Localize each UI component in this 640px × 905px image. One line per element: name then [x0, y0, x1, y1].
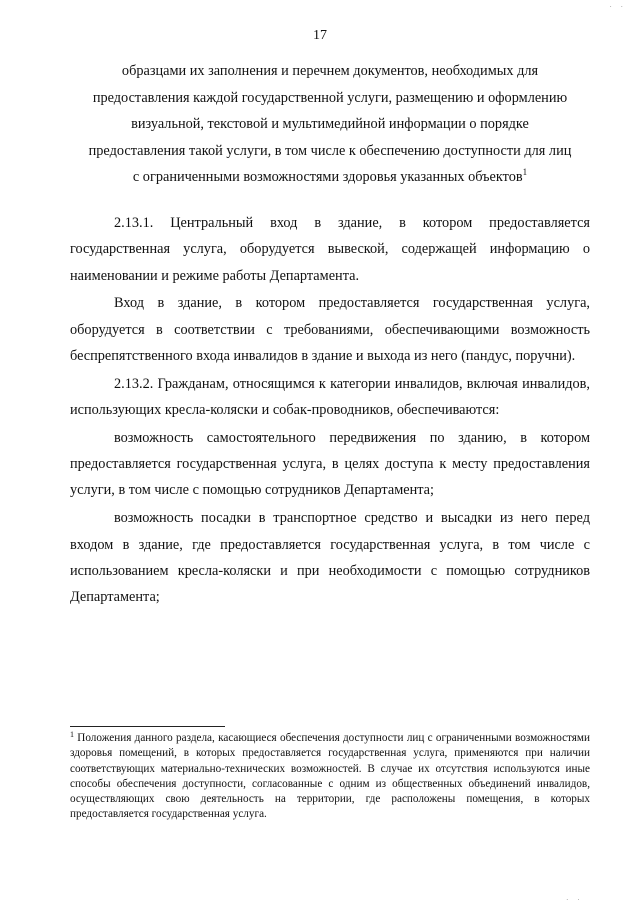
footnote-text: Положения данного раздела, касающиеся обеспечения доступности лиц с ограниченными возможностями здоровья помещений, в которых предоставляется государственная услуга, применяются при наличии соответствующих материально-технических возможностей. В случае их отсутствия используются иные способы обеспечения доступности, согласованные с одним из общественных объединений инвалидов, осуществляющих свою деятельность на территории, где расположены помещения, в которых предоставляется государственная услуга.: [70, 732, 590, 821]
footnote-marker: 1: [70, 730, 74, 739]
scan-mark-top: . .: [609, 0, 626, 9]
heading-line: предоставления каждой государственной услуги, размещению и оформлению: [92, 89, 568, 106]
heading-line: визуальной, текстовой и мультимедийной информации о порядке: [131, 116, 529, 132]
page-number: 17: [313, 28, 327, 43]
paragraph-movement: возможность самостоятельного передвижения по зданию, в котором предоставляется государственная услуга, в целях доступа к месту предоставления услуги, в том числе с помощью сотрудников Департамента;: [70, 429, 590, 499]
footnote-divider: [70, 726, 225, 727]
heading-line-text: с ограниченными возможностями здоровья указанных объектов: [132, 169, 523, 185]
heading-line: предоставления такой услуги, в том числе к обеспечению доступности для лиц: [88, 142, 572, 159]
paragraph-entrance-requirements: Вход в здание, в котором предоставляется государственная услуга, оборудуется в соответствии с требованиями, обеспечивающими возможность беспрепятственного входа инвалидов в здание и выхода из него (пандус, поручни).: [70, 295, 590, 364]
heading-line-last: [70, 164, 590, 191]
footnote-reference[interactable]: 1: [522, 167, 528, 177]
body-text: [70, 210, 590, 612]
paragraph-2-13-1: 2.13.1. Центральный вход в здание, в котором предоставляется государственная услуга, оборудуется вывеской, содержащей информацию о наименовании и режиме работы Департамента.: [70, 215, 590, 284]
heading-line: образцами их заполнения и перечнем документов, необходимых для: [121, 63, 539, 79]
section-heading: [70, 58, 590, 191]
paragraph-transport: возможность посадки в транспортное средство и высадки из него перед входом в здание, где предоставляется государственная услуга, в том числе с использованием кресла-коляски и при необходимости с помощью сотрудников Департамента;: [70, 510, 590, 606]
footnote: [70, 731, 590, 823]
paragraph-2-13-2: 2.13.2. Гражданам, относящимся к категории инвалидов, включая инвалидов, использующих кресла-коляски и собак-проводников, обеспечиваются:: [70, 375, 590, 419]
scan-mark-bottom: . .: [566, 893, 583, 902]
